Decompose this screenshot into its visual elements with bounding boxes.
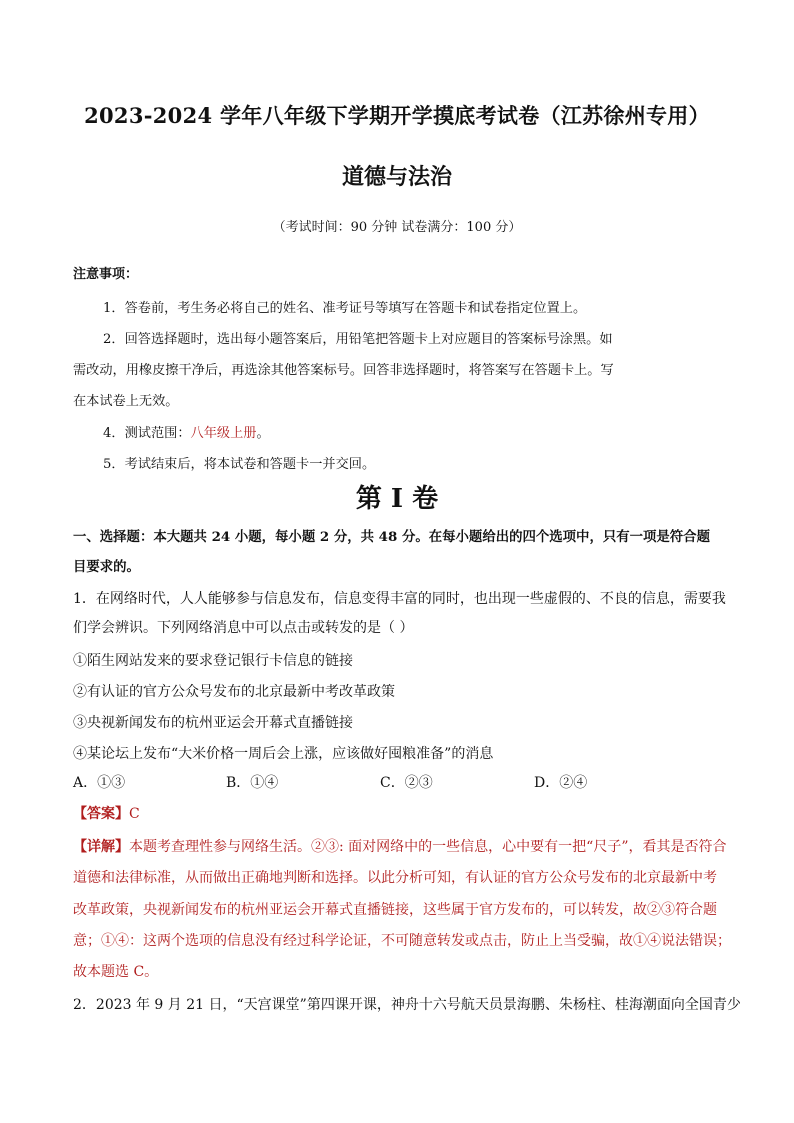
answer-label: 【答案】 [73,806,129,822]
note-item-4-prefix: 4．测试范围： [103,426,191,441]
note-item-1: 1．答卷前，考生务必将自己的姓名、准考证号等填写在答题卡和试卷指定位置上。 [103,301,587,316]
note-item-2-line-2: 需改动，用橡皮擦干净后，再选涂其他答案标号。回答非选择题时，将答案写在答题卡上。写 [73,363,614,378]
note-item-2-line-1: 2．回答选择题时，选出每小题答案后，用铅笔把答题卡上对应题目的答案标号涂黑。如 [103,332,613,347]
section-instructions-line-2: 目要求的。 [73,559,140,575]
note-item-5: 5．考试结束后，将本试卷和答题卡一并交回。 [103,457,376,472]
question-1-answer [73,803,140,823]
answer-value: C [129,806,140,822]
note-item-2-line-3: 在本试卷上无效。 [73,394,179,409]
exam-time-info: （考试时间：90 分钟 试卷满分：100 分） [272,220,522,235]
question-1-detail-line-4: 意；①④：这两个选项的信息没有经过科学论证，不可随意转发或点击，防止上当受骗，故①④说法错误； [73,933,731,949]
question-1-detail-line-5: 故本题选 C。 [73,964,159,980]
question-1-statement: ④某论坛上发布“大米价格一周后会上涨，应该做好囤粮准备”的消息 [73,746,494,762]
volume-heading: 第 I 卷 [355,484,439,514]
question-1-stem-line-2: 们学会辨识。下列网络消息中可以点击或转发的是（ ） [73,620,414,636]
question-1-stem-line-1: 1．在网络时代，人人能够参与信息发布，信息变得丰富的同时，也出现一些虚假的、不良的信息，需要我 [73,591,726,607]
option-b: B．①④ [226,775,279,791]
question-1-detail-line-2: 道德和法律标准，从而做出正确地判断和选择。以此分析可知，有认证的官方公众号发布的北京最新中考 [73,870,717,886]
exam-title: 2023-2024 学年八年级下学期开学摸底考试卷（江苏徐州专用） [84,103,710,128]
detail-text: 本题考查理性参与网络生活。②③: 面对网络中的一些信息，心中要有一把“尺子”，看其是否符合 [129,839,727,855]
question-1-detail-line-1 [73,836,726,856]
test-scope: 八年级上册 [190,426,257,441]
note-item-4 [103,422,270,441]
subject-title: 道德与法治 [341,164,452,190]
option-c: C．②③ [380,775,433,791]
question-1-statement: ③央视新闻发布的杭州亚运会开幕式直播链接 [73,715,353,731]
question-1-detail-line-3: 改革政策，央视新闻发布的杭州亚运会开幕式直播链接，这些属于官方发布的，可以转发，故②③符合题 [73,902,717,918]
section-instructions-line-1: 一、选择题：本大题共 24 小题，每小题 2 分，共 48 分。在每小题给出的四个选项中，只有一项是符合题 [73,529,710,545]
option-d: D．②④ [534,775,588,791]
question-1-statement: ②有认证的官方公众号发布的北京最新中考改革政策 [73,684,395,700]
note-item-4-suffix: 。 [256,426,270,441]
question-2-stem-line-1: 2．2023 年 9 月 21 日，“天宫课堂”第四课开课，神舟十六号航天员景海鹏、朱杨柱、桂海潮面向全国青少 [73,997,741,1013]
option-a: A．①③ [73,775,126,791]
question-1-statement: ①陌生网站发来的要求登记银行卡信息的链接 [73,653,353,669]
detail-label: 【详解】 [73,839,129,855]
notes-heading: 注意事项： [73,267,139,282]
